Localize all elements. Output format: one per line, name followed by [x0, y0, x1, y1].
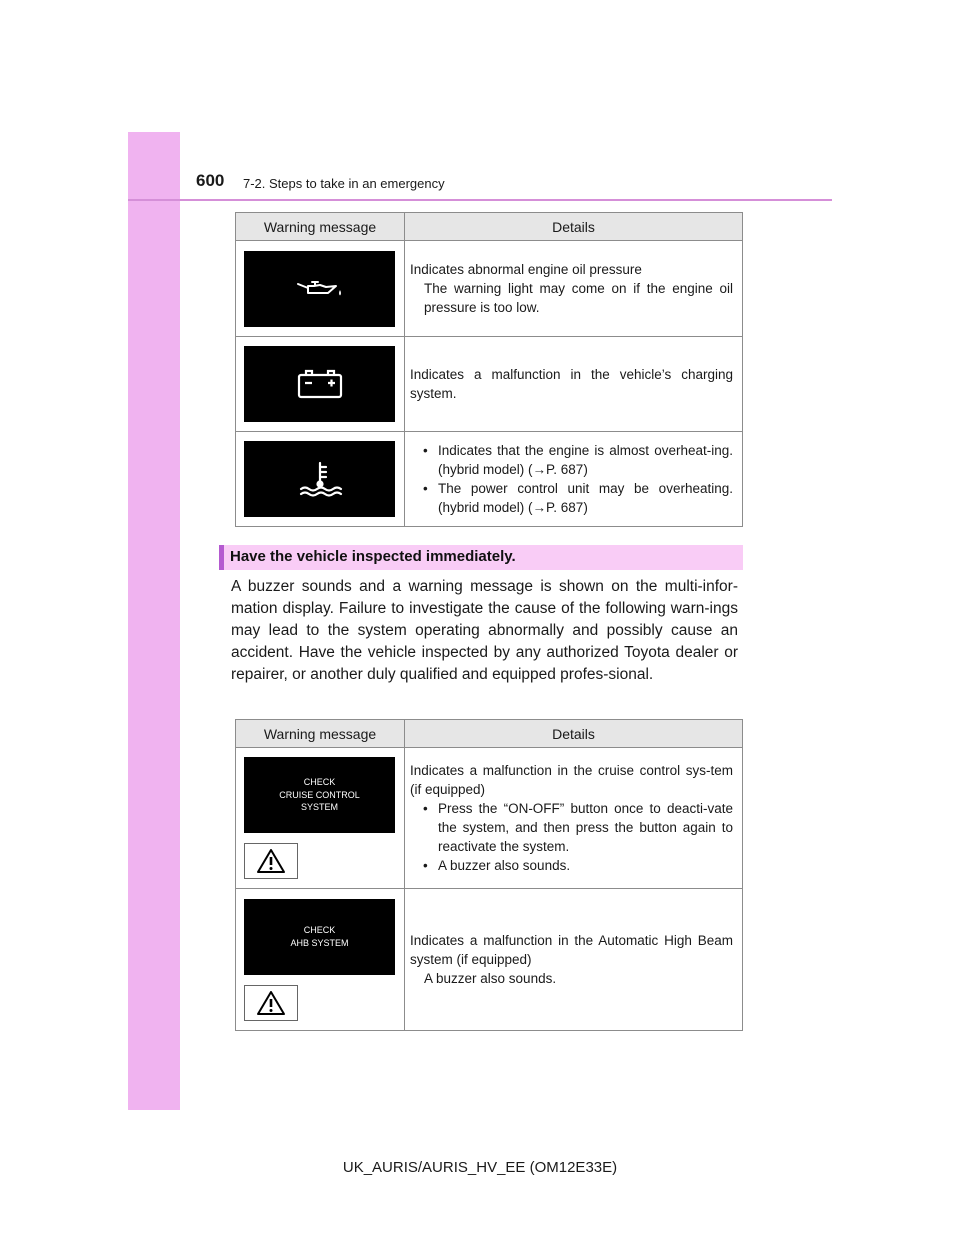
details-note: The warning light may come on if the engine oil pressure is too low.: [424, 281, 733, 315]
warning-screen: [244, 757, 395, 833]
warning-cell: [236, 748, 405, 889]
col-header-details: Details: [405, 213, 743, 241]
table-row: [236, 337, 743, 432]
col-header-details: Details: [405, 720, 743, 748]
master-warning-indicator: [244, 985, 298, 1021]
chapter-title: 7-2. Steps to take in an emergency: [243, 176, 445, 191]
warning-table-2: [235, 719, 743, 1031]
header-rule: [128, 199, 832, 201]
warning-cell: [236, 889, 405, 1031]
details-bullet: • The power control unit may be overheating. (hybrid model) (→P. 687): [410, 479, 733, 517]
table-row: [236, 432, 743, 527]
warning-screen: [244, 251, 395, 327]
screen-message: CHECK AHB SYSTEM: [290, 925, 349, 948]
warning-cell: [236, 337, 405, 432]
page-number: 600: [196, 171, 225, 190]
warning-cell: [236, 432, 405, 527]
details-bullet: • Press the “ON-OFF” button once to deacti-vate the system, and then press the button again to reactivate the system.: [410, 799, 733, 856]
table-row: [236, 889, 743, 1031]
oil-pressure-icon: [295, 277, 345, 301]
details-cell: [405, 241, 743, 337]
table-row: [236, 241, 743, 337]
section-heading: [219, 545, 743, 570]
details-text: Indicates abnormal engine oil pressure: [410, 262, 642, 277]
warning-screen: [244, 441, 395, 517]
details-text: Indicates a malfunction in the vehicle’s charging system.: [410, 367, 733, 401]
col-header-warning: Warning message: [236, 720, 405, 748]
details-cell: [405, 337, 743, 432]
section-heading-marker: [219, 545, 224, 570]
warning-triangle-icon: [256, 848, 286, 874]
details-bullet: • A buzzer also sounds.: [410, 856, 733, 875]
intro-paragraph: A buzzer sounds and a warning message is shown on the multi-infor-mation display. Failure to investigate the cause of the following warn-ings may lead to the system operating abnormally and possibly cause an accident. Have the vehicle inspected by any authorized Toyota dealer or repairer, or another duly qualified and equipped profes-sional.: [231, 578, 738, 683]
warning-triangle-icon: [256, 990, 286, 1016]
coolant-temperature-icon: [297, 459, 343, 499]
section-title: Have the vehicle inspected immediately.: [230, 548, 516, 565]
warning-cell: [236, 241, 405, 337]
warning-screen: [244, 346, 395, 422]
table-row: [236, 748, 743, 889]
details-text: Indicates a malfunction in the cruise control sys-tem (if equipped): [410, 763, 733, 797]
master-warning-indicator: [244, 843, 298, 879]
warning-screen: [244, 899, 395, 975]
battery-charging-icon: [297, 369, 343, 399]
details-cell: [405, 748, 743, 889]
warning-table-1: [235, 212, 743, 527]
screen-message: CHECK CRUISE CONTROL SYSTEM: [279, 777, 360, 813]
details-bullet: • Indicates that the engine is almost overheat-ing. (hybrid model) (→P. 687): [410, 441, 733, 479]
details-text: Indicates a malfunction in the Automatic High Beam system (if equipped): [410, 933, 733, 967]
details-cell: [405, 889, 743, 1031]
details-cell: [405, 432, 743, 527]
footer-model-code: UK_AURIS/AURIS_HV_EE (OM12E33E): [342, 1159, 618, 1176]
details-note: A buzzer also sounds.: [424, 971, 557, 986]
chapter-tab-sidebar: [128, 132, 180, 1110]
col-header-warning: Warning message: [236, 213, 405, 241]
